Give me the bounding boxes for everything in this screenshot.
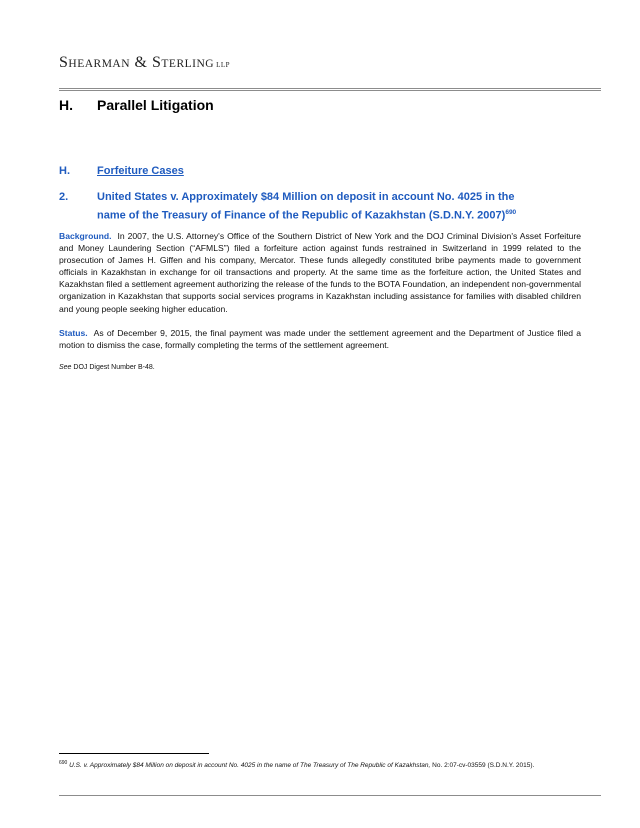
background-label: Background. xyxy=(59,231,112,241)
case-heading xyxy=(59,189,539,224)
footnote-number: 690 xyxy=(59,760,68,766)
section-title: Parallel Litigation xyxy=(97,97,214,113)
see-also-line xyxy=(59,364,155,371)
section-heading xyxy=(59,97,214,113)
firm-logo: SHEARMAN & STERLING LLP xyxy=(59,54,231,71)
background-text: In 2007, the U.S. Attorney's Office of the Southern District of New York and the DOJ Criminal Division's Asset Forfeiture and Money Laundering Section (“AFMLS”) filed a forfeiture action against funds restrained in Switzerland in 1999 related to the prosecution of James H. Giffen and his company, Mercator. These funds allegedly constituted bribe payments made to government officials in Kazakhstan in exchange for oil transactions and property. At the same time as the forfeiture action, the United States and Kazakhstan filed a settlement agreement authorizing the release of the funds to the BOTA Foundation, an independent non-governmental organization in Kazakhstan that supports social services programs in Kazakhstan including assistance for families with disabled children and young people seeking higher education. xyxy=(59,231,582,314)
case-title: United States v. Approximately $84 Million on deposit in account No. 4025 in the name of the Treasury of Finance of the Republic of Kazakhstan (S.D.N.Y. 2007) xyxy=(97,191,515,222)
footer-divider xyxy=(59,795,601,796)
footnote-case-name: U.S. v. Approximately $84 Million on deposit in account No. 4025 in the name of The Treasury of The Republic of Kazakhstan, xyxy=(69,762,431,770)
see-word: See xyxy=(59,364,72,371)
footnote-divider xyxy=(59,753,209,754)
subsection-heading xyxy=(59,165,184,177)
status-paragraph xyxy=(59,327,581,351)
subsection-number: H. xyxy=(59,165,70,177)
case-footnote-ref: 690 xyxy=(505,209,517,216)
footnote-citation: No. 2:07-cv-03559 (S.D.N.Y. 2015). xyxy=(432,762,535,770)
background-paragraph xyxy=(59,230,581,315)
see-also-text: DOJ Digest Number B-48. xyxy=(73,364,155,371)
footnote xyxy=(59,760,534,769)
case-number: 2. xyxy=(59,191,69,203)
status-text: As of December 9, 2015, the final payment was made under the settlement agreement and the Department of Justice filed a motion to dismiss the case, formally completing the terms of the settlement agreement. xyxy=(59,328,581,351)
section-number: H. xyxy=(59,97,73,113)
header-divider xyxy=(59,88,601,91)
status-label: Status. xyxy=(59,328,88,338)
subsection-title: Forfeiture Cases xyxy=(97,165,184,177)
